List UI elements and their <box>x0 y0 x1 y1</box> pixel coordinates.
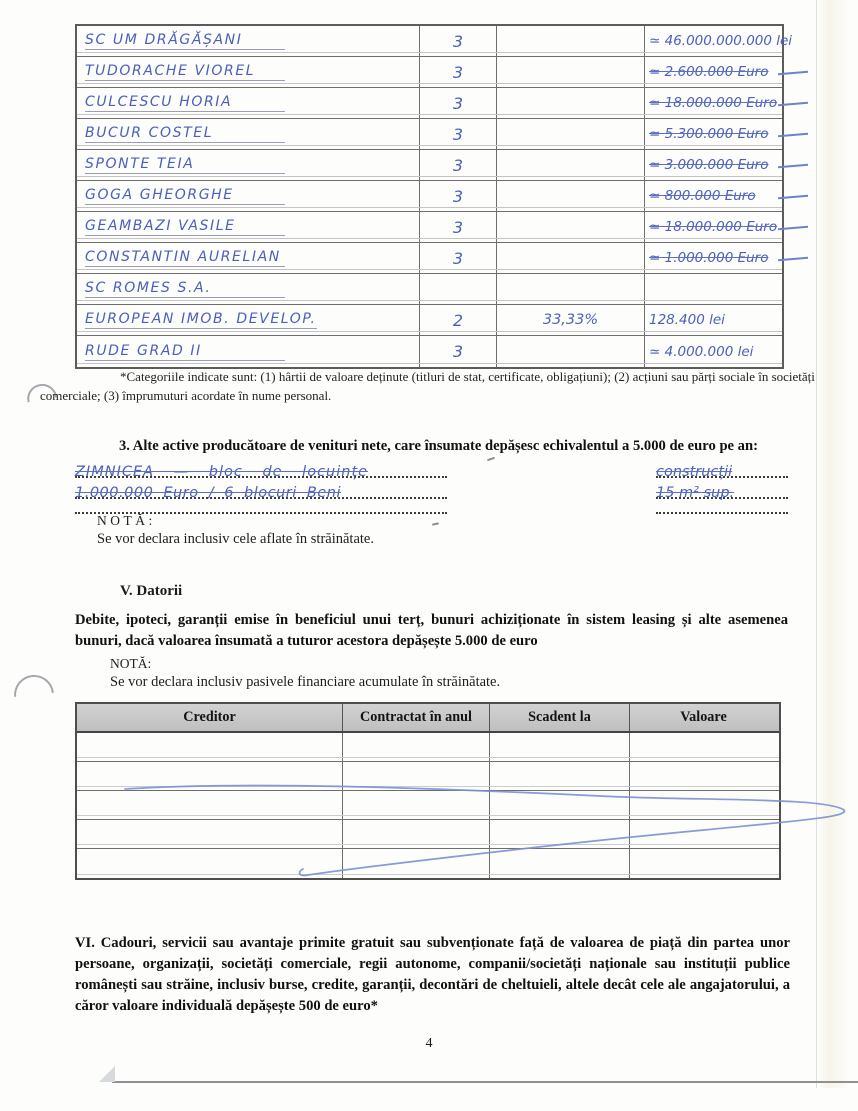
cell-name <box>77 150 420 180</box>
empty-cell <box>343 791 490 819</box>
cell-category <box>420 88 497 118</box>
handwritten-name: CULCESCU HORIA <box>85 94 285 112</box>
cell-share <box>497 212 645 242</box>
empty-cell <box>630 849 777 878</box>
handwritten-category: 3 <box>452 31 464 51</box>
handwritten-name: EUROPEAN IMOB. DEVELOP. <box>85 311 317 327</box>
empty-cell <box>77 762 343 790</box>
handwritten-value: ≃ 1.000.000 Euro <box>649 250 769 266</box>
cell-share <box>497 181 645 211</box>
empty-cell <box>490 791 630 819</box>
section5-paragraph: Debite, ipoteci, garanții emise în beneficiul unui terț, bunuri achiziționate în sistem leasing și alte asemenea bunuri, dacă valoarea însumată a tuturor acestora depășește 5.000 de euro <box>75 612 788 649</box>
handwritten-category: 3 <box>452 186 464 206</box>
handwritten-entry: ZIMNICEA — bloc de locuințe <box>75 464 369 480</box>
empty-cell <box>77 849 343 878</box>
cell-value <box>645 150 782 180</box>
cell-name <box>77 181 420 211</box>
debts-column-header: Creditor <box>77 704 343 731</box>
handwritten-category: 3 <box>452 342 464 361</box>
handwritten-category: 3 <box>452 62 464 82</box>
cell-share <box>497 88 645 118</box>
cell-name <box>77 336 420 367</box>
securities-table-row <box>77 336 782 367</box>
securities-table-row <box>77 274 782 305</box>
cell-name <box>77 119 420 149</box>
debts-table-header <box>77 704 779 733</box>
handwritten-name: TUDORACHE VIOREL <box>85 63 285 81</box>
handwriting-line-1 <box>75 457 788 478</box>
cell-value <box>645 119 782 149</box>
cell-share <box>497 119 645 149</box>
handwritten-value: ≃ 46.000.000.000 lei <box>649 33 793 49</box>
handwritten-name: GEAMBAZI VASILE <box>85 218 285 236</box>
scan-edge-strip-right <box>816 0 858 1088</box>
debts-column-header: Contractat în anul <box>343 704 490 731</box>
handwritten-category: 3 <box>452 124 464 144</box>
empty-cell <box>343 820 490 848</box>
handwritten-value: ≃ 5.300.000 Euro <box>649 126 769 142</box>
debts-table <box>75 702 781 880</box>
securities-table-row <box>77 181 782 212</box>
nota-text: Se vor declara inclusiv cele aflate în străinătate. <box>97 531 374 547</box>
empty-cell <box>490 733 630 761</box>
cell-category <box>420 26 497 56</box>
debts-column-header: Valoare <box>680 709 727 725</box>
securities-table <box>75 24 793 369</box>
handwritten-name: SPONTE TEIA <box>85 156 285 174</box>
debts-column-header: Scadent la <box>490 704 630 731</box>
page-number: 4 <box>425 1036 433 1051</box>
pen-tick-mark <box>432 522 439 525</box>
nota-label: NOTĂ: <box>97 513 156 528</box>
cell-name <box>77 57 420 87</box>
debts-table-row <box>77 820 779 849</box>
section5-title: V. Datorii <box>120 583 183 599</box>
empty-cell <box>77 791 343 819</box>
handwritten-category: 3 <box>452 248 464 268</box>
section6-paragraph: VI. Cadouri, servicii sau avantaje primite gratuit sau subvenționate față de valoarea de piață din partea unor persoane, organizații, societăți comerciale, regii autonome, companii/societăți naționale sau instituții publice românești sau străine, inclusiv burse, credite, garanții, decontări de cheltuieli, altele decât cele ale angajatorului, a căror valoare individuală depășește 500 de euro* <box>75 935 790 1014</box>
cell-value <box>645 305 782 335</box>
cell-value <box>645 274 782 304</box>
debts-table-body <box>77 733 779 878</box>
handwritten-name: RUDE GRAD II <box>85 343 285 361</box>
handwritten-category: 2 <box>452 310 464 330</box>
nota-text: Se vor declara inclusiv pasivele financiare acumulate în străinătate. <box>110 674 501 690</box>
cell-value <box>645 57 782 87</box>
cell-name <box>77 88 420 118</box>
empty-cell <box>343 733 490 761</box>
cell-category <box>420 150 497 180</box>
handwritten-name: CONSTANTIN AURELIAN <box>85 249 285 267</box>
handwritten-name: BUCUR COSTEL <box>85 125 285 143</box>
securities-table-row <box>77 305 782 336</box>
handwritten-category: 3 <box>452 155 464 175</box>
securities-table-row <box>77 57 782 88</box>
handwritten-value: ≃ 18.000.000 Euro <box>649 95 778 111</box>
handwritten-entry: 1.000.000 Euro / 6 blocuri Beni <box>75 485 341 501</box>
empty-cell <box>490 762 630 790</box>
scan-edge-line-bottom <box>112 1081 858 1083</box>
table-footnote: *Categoriile indicate sunt: (1) hârtii de valoare deținute (titluri de stat, certificate, obligațiuni); (2) acțiuni sau părți sociale în societăți comerciale; (3) împrumuturi acordate în nume personal. <box>40 369 815 404</box>
debts-table-row <box>77 849 779 878</box>
securities-table-row <box>77 212 782 243</box>
securities-table-row <box>77 150 782 181</box>
debts-table-row <box>77 762 779 791</box>
securities-table-row <box>77 88 782 119</box>
empty-cell <box>77 820 343 848</box>
handwritten-name: GOGA GHEORGHE <box>85 187 285 205</box>
handwritten-value: ≃ 4.000.000 lei <box>649 343 754 360</box>
empty-cell <box>343 762 490 790</box>
cell-name <box>77 26 420 56</box>
handwritten-share: 33,33% <box>542 312 599 328</box>
cell-value <box>645 212 782 242</box>
section3-heading: 3. Alte active producătoare de venituri nete, care însumate depășesc echivalentul a 5.000 de euro pe an: <box>119 438 758 454</box>
scan-corner-fold <box>99 1066 115 1082</box>
cell-name <box>77 274 420 304</box>
handwritten-value: ≃ 3.000.000 Euro <box>649 157 769 173</box>
cell-share <box>497 57 645 87</box>
empty-cell <box>630 791 777 819</box>
debts-table-row <box>77 733 779 762</box>
handwritten-category: 3 <box>452 93 464 113</box>
cell-share <box>497 150 645 180</box>
handwritten-name: SC UM DRĂGĂȘANI <box>85 32 285 50</box>
nota-label: NOTĂ: <box>110 656 152 671</box>
cell-value <box>645 336 782 367</box>
handwritten-category: 3 <box>452 217 464 237</box>
handwritten-value: 128.400 lei <box>649 312 725 328</box>
empty-cell <box>490 820 630 848</box>
securities-table-row <box>77 243 782 274</box>
cell-share <box>497 305 645 335</box>
empty-cell <box>490 849 630 878</box>
cell-value <box>645 88 782 118</box>
cell-category <box>420 243 497 273</box>
cell-name <box>77 243 420 273</box>
cell-value <box>645 243 782 273</box>
handwritten-entry: 15 m² sup. <box>656 485 735 501</box>
cell-category <box>420 274 497 304</box>
cell-category <box>420 336 497 367</box>
handwritten-value: ≃ 18.000.000 Euro <box>649 219 778 235</box>
empty-cell <box>77 733 343 761</box>
cell-category <box>420 119 497 149</box>
cell-category <box>420 212 497 242</box>
securities-table-row <box>77 26 793 57</box>
securities-table-row <box>77 119 782 150</box>
handwritten-entry: construcții <box>656 464 733 480</box>
handwritten-name: SC ROMES S.A. <box>85 280 285 298</box>
cell-name <box>77 305 420 335</box>
cell-category <box>420 305 497 335</box>
dotted-line-empty <box>75 499 788 514</box>
cell-value <box>645 26 793 56</box>
cell-share <box>497 336 645 367</box>
cell-category <box>420 181 497 211</box>
handwriting-line-2 <box>75 478 788 499</box>
hole-punch-mark-bottom <box>12 673 54 697</box>
cell-share <box>497 274 645 304</box>
empty-cell <box>630 820 777 848</box>
handwritten-value: ≃ 2.600.000 Euro <box>649 64 769 80</box>
cell-category <box>420 57 497 87</box>
cell-share <box>497 26 645 56</box>
empty-cell <box>630 733 777 761</box>
handwritten-value: ≃ 800.000 Euro <box>649 188 756 204</box>
cell-share <box>497 243 645 273</box>
cell-name <box>77 212 420 242</box>
debts-table-row <box>77 791 779 820</box>
cell-value <box>645 181 782 211</box>
empty-cell <box>630 762 777 790</box>
empty-cell <box>343 849 490 878</box>
